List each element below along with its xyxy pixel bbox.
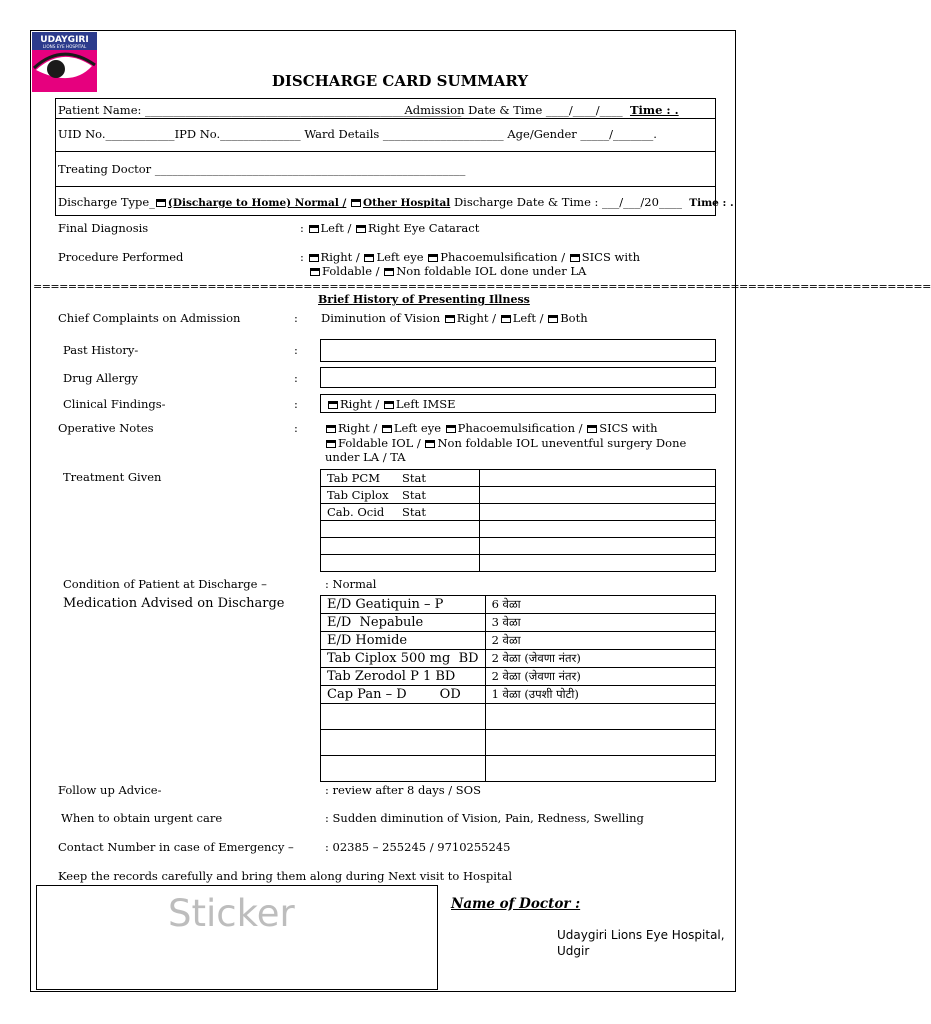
patient-name-row: Patient Name: _______________________________________________________ Admission Date & Time ____/____/____ Time : . [58, 103, 679, 117]
treatment-frequency: Stat [402, 505, 426, 519]
final-diagnosis-label: Final Diagnosis [58, 221, 149, 235]
checkbox-icon [428, 254, 438, 262]
uid-row: UID No.____________IPD No.______________ Ward Details _____________________ Age/Gender _____/_______. [58, 127, 657, 141]
checkbox-icon [328, 401, 338, 409]
medication-dose [485, 730, 715, 756]
emergency-contact-value: : 02385 – 255245 / 9710255245 [325, 840, 511, 854]
table-row [321, 470, 716, 487]
divider [55, 151, 716, 152]
checkbox-icon [445, 315, 455, 323]
treatment-table [320, 469, 716, 572]
checkbox-icon [351, 199, 361, 207]
document-title: DISCHARGE CARD SUMMARY [271, 72, 529, 90]
table-row [321, 596, 716, 614]
table-row [321, 632, 716, 650]
urgent-care-label: When to obtain urgent care [61, 811, 223, 825]
treatment-drug-cell [321, 504, 480, 521]
section-separator: ======================================================================================================= [33, 280, 931, 293]
medication-drug: Cap Pan – D OD [321, 686, 486, 704]
condition-value: : Normal [325, 577, 377, 591]
medication-dose: 1 वेळा (उपशी पोटी) [485, 686, 715, 704]
treatment-drug-cell [321, 487, 480, 504]
past-history-colon: : [294, 343, 298, 357]
sticker-text: Sticker [168, 892, 295, 935]
treating-doctor-row: Treating Doctor ______________________________________________________ [58, 162, 466, 176]
medication-drug: E/D Nepabule [321, 614, 486, 632]
medication-drug: Tab Ciplox 500 mg BD [321, 650, 486, 668]
treatment-note-cell [479, 555, 715, 572]
procedure-line-2: Foldable / Non foldable IOL done under LA [309, 264, 586, 278]
emergency-contact-label: Contact Number in case of Emergency – [58, 840, 294, 854]
checkbox-icon [548, 315, 558, 323]
past-history-label: Past History- [63, 343, 139, 357]
table-row [321, 614, 716, 632]
medication-dose: 6 वेळा [485, 596, 715, 614]
checkbox-icon [326, 440, 336, 448]
medication-drug [321, 756, 486, 782]
chief-complaints-label: Chief Complaints on Admission [58, 311, 241, 325]
name-of-doctor-label: Name of Doctor : [451, 896, 581, 912]
checkbox-icon [384, 401, 394, 409]
checkbox-icon [326, 425, 336, 433]
medication-drug [321, 730, 486, 756]
medication-drug [321, 704, 486, 730]
drug-allergy-label: Drug Allergy [63, 371, 138, 385]
table-row [321, 538, 716, 555]
table-row [321, 730, 716, 756]
checkbox-icon [309, 254, 319, 262]
table-row [321, 504, 716, 521]
table-row [321, 756, 716, 782]
operative-line-1: Right / Left eye Phacoemulsification / SICS with [325, 421, 658, 435]
table-row [321, 487, 716, 504]
medication-label: Medication Advised on Discharge [63, 596, 285, 611]
checkbox-icon [309, 225, 319, 233]
clinical-findings-label: Clinical Findings- [63, 397, 166, 411]
checkbox-icon [384, 268, 394, 276]
checkbox-icon [425, 440, 435, 448]
drug-allergy-colon: : [294, 371, 298, 385]
logo-name: UDAYGIRI [40, 35, 89, 45]
discharge-type-row: Discharge Type_ (Discharge to Home) Normal / Other Hospital Discharge Date & Time : ___/___/20____ Time : . [58, 195, 734, 209]
treatment-drug-cell [321, 555, 480, 572]
table-row [321, 686, 716, 704]
logo-sub: LIONS EYE HOSPITAL [42, 44, 87, 49]
checkbox-icon [310, 268, 320, 276]
treatment-given-label: Treatment Given [63, 470, 162, 484]
medication-drug: E/D Homide [321, 632, 486, 650]
final-diagnosis-value: : Left / Right Eye Cataract [300, 221, 480, 235]
treatment-drug-cell [321, 470, 480, 487]
treatment-drug: Tab PCM [327, 471, 380, 485]
treatment-frequency: Stat [402, 471, 426, 485]
follow-up-value: : review after 8 days / SOS [325, 783, 481, 797]
table-row [321, 668, 716, 686]
treatment-frequency: Stat [402, 488, 426, 502]
medication-drug: E/D Geatiquin – P [321, 596, 486, 614]
condition-label: Condition of Patient at Discharge – [63, 577, 267, 591]
procedure-line-1: : Right / Left eye Phacoemulsification / SICS with [300, 250, 641, 264]
checkbox-icon [446, 425, 456, 433]
urgent-care-value: : Sudden diminution of Vision, Pain, Redness, Swelling [325, 811, 644, 825]
keep-records-note: Keep the records carefully and bring them along during Next visit to Hospital [58, 869, 513, 883]
checkbox-icon [570, 254, 580, 262]
clinical-findings-value: Right / Left IMSE [327, 397, 456, 411]
procedure-label: Procedure Performed [58, 250, 184, 264]
medication-dose: 2 वेळा [485, 632, 715, 650]
treatment-drug: Cab. Ocid [327, 505, 385, 519]
table-row [321, 521, 716, 538]
follow-up-label: Follow up Advice- [58, 783, 162, 797]
treatment-note-cell [479, 538, 715, 555]
table-row [321, 650, 716, 668]
treatment-drug-cell [321, 521, 480, 538]
checkbox-icon [356, 225, 366, 233]
medication-dose: 2 वेळा (जेवणा नंतर) [485, 650, 715, 668]
checkbox-icon [364, 254, 374, 262]
brief-history-heading: Brief History of Presenting Illness [318, 293, 530, 306]
divider [55, 118, 716, 119]
drug-allergy-field[interactable] [320, 367, 716, 388]
checkbox-icon [501, 315, 511, 323]
medication-table [320, 595, 716, 782]
clinical-colon: : [294, 397, 298, 411]
medication-dose: 2 वेळा (जेवणा नंतर) [485, 668, 715, 686]
table-row [321, 704, 716, 730]
past-history-field[interactable] [320, 339, 716, 362]
divider [55, 186, 716, 187]
medication-dose [485, 704, 715, 730]
treatment-drug-cell [321, 538, 480, 555]
table-row [321, 555, 716, 572]
hospital-signature: Udaygiri Lions Eye Hospital, Udgir [557, 928, 725, 958]
checkbox-icon [156, 199, 166, 207]
operative-line-2: Foldable IOL / Non foldable IOL uneventful surgery Done [325, 436, 686, 450]
treatment-note-cell [479, 470, 715, 487]
chief-complaints-value: Diminution of Vision Right / Left / Both [321, 311, 588, 325]
checkbox-icon [587, 425, 597, 433]
treatment-note-cell [479, 487, 715, 504]
treatment-drug: Tab Ciplox [327, 488, 389, 502]
chief-colon: : [294, 311, 298, 325]
operative-notes-label: Operative Notes [58, 421, 154, 435]
medication-dose [485, 756, 715, 782]
treatment-note-cell [479, 521, 715, 538]
operative-line-3: under LA / TA [325, 450, 406, 464]
operative-colon: : [294, 421, 298, 435]
medication-drug: Tab Zerodol P 1 BD [321, 668, 486, 686]
checkbox-icon [382, 425, 392, 433]
treatment-note-cell [479, 504, 715, 521]
medication-dose: 3 वेळा [485, 614, 715, 632]
